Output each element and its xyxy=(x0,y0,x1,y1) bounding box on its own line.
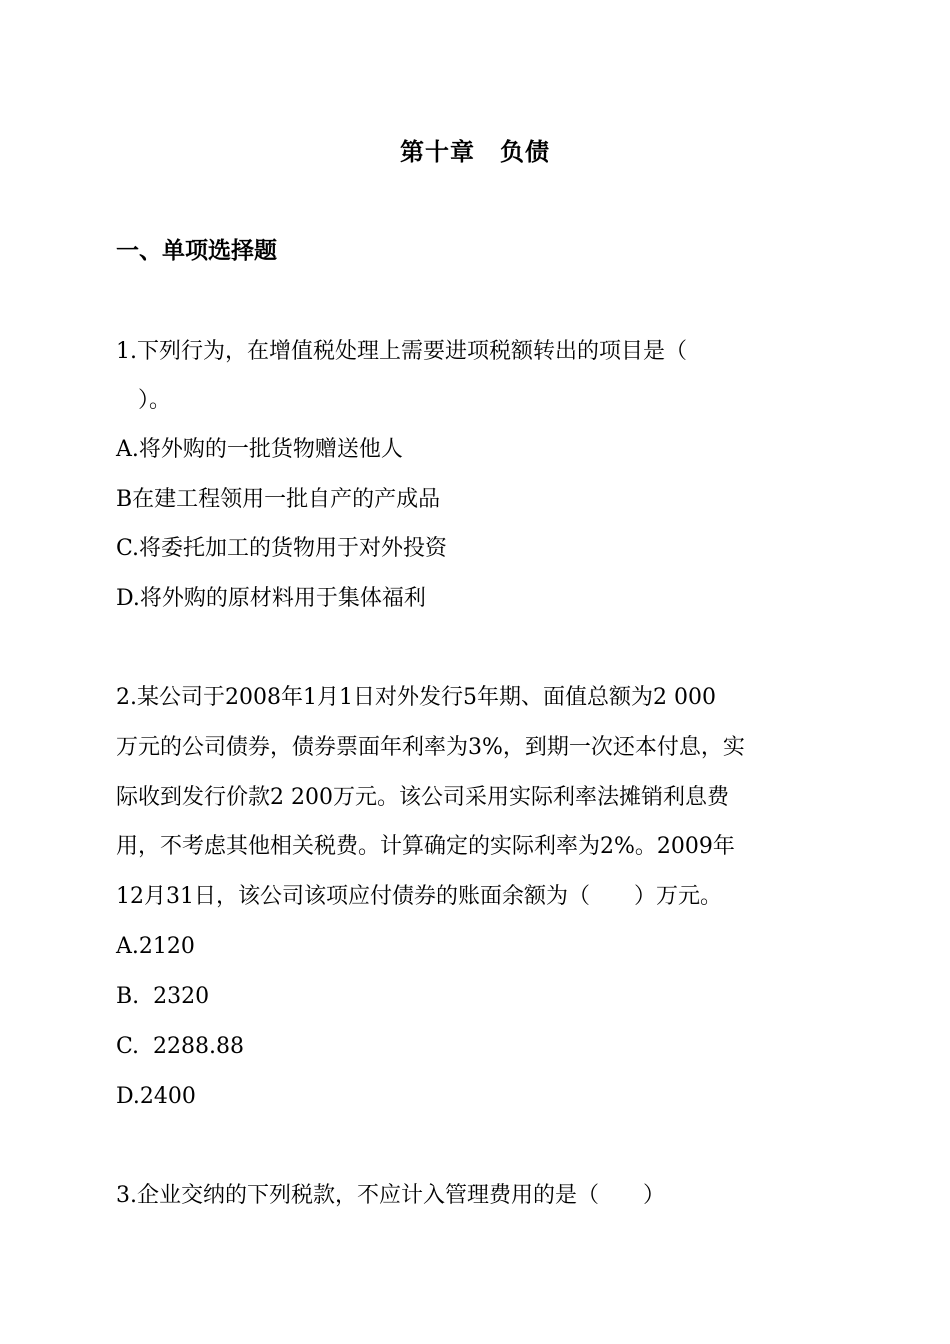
question-1-option-c: C.将委托加工的货物用于对外投资 xyxy=(116,536,448,561)
question-1-option-b: B在建工程领用一批自产的产成品 xyxy=(116,487,441,512)
question-1-option-a: A.将外购的一批货物赠送他人 xyxy=(116,437,403,462)
question-2-stem-line-5: 12月31日，该公司该项应付债券的账面余额为（ ）万元。 xyxy=(116,884,722,909)
question-2-stem-line-1: 2.某公司于2008年1月1日对外发行5年期、面值总额为2 000 xyxy=(116,685,716,710)
question-2-option-b: B. 2320 xyxy=(116,984,210,1009)
question-2-option-a: A.2120 xyxy=(116,934,195,959)
question-1-stem-line-2: ）。 xyxy=(138,388,172,413)
question-2-stem-line-3: 际收到发行价款2 200万元。该公司采用实际利率法摊销利息费 xyxy=(116,785,729,810)
question-2-option-d: D.2400 xyxy=(116,1084,196,1109)
section-title: 一、单项选择题 xyxy=(116,238,277,264)
question-1-option-d: D.将外购的原材料用于集体福利 xyxy=(116,586,426,611)
question-2-option-c: C. 2288.88 xyxy=(116,1034,245,1059)
question-1-stem-line-1: 1.下列行为，在增值税处理上需要进项税额转出的项目是（ xyxy=(116,339,687,364)
question-2-stem-line-2: 万元的公司债券，债券票面年利率为3%，到期一次还本付息，实 xyxy=(116,735,745,760)
question-3-stem-line-1: 3.企业交纳的下列税款，不应计入管理费用的是（ ） xyxy=(116,1183,665,1208)
question-2-stem-line-4: 用，不考虑其他相关税费。计算确定的实际利率为2%。2009年 xyxy=(116,834,735,859)
chapter-title: 第十章 负债 xyxy=(400,138,550,166)
